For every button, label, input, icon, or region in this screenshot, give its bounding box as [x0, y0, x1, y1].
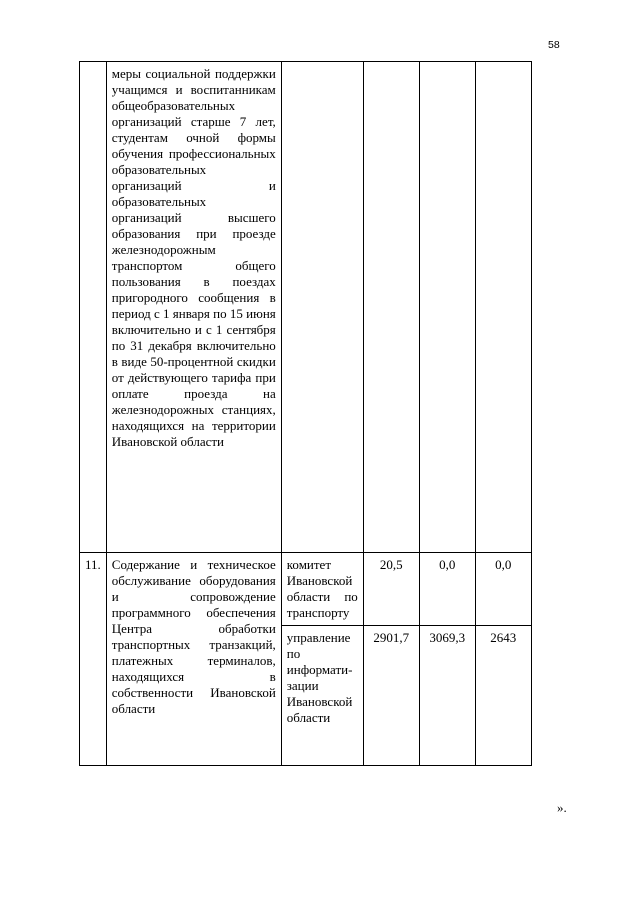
value-cell: 0,0 — [419, 553, 475, 626]
closing-quote: ». — [557, 800, 567, 815]
value-cell — [475, 62, 531, 553]
budget-table — [79, 61, 532, 766]
row-description-cell: меры социальной поддержки учащимся и воспитанникам общеобразовательных организаций старше 7 лет, студентам очной формы обучения профессиональных образовательных организаций и образовательных организаций высшего образования при проезде железнодорожным транспортом общего пользования в поездах пригородного сообщения в период с 1 января по 15 июня включительно и с 1 сентября по 31 декабря включительно в виде 50-процентной скидки от действующего тарифа при оплате проезда на железнодорожных станциях, находящихся на территории Ивановской области — [106, 62, 281, 553]
executor-cell: комитет Ивановской области по транспорту — [281, 553, 363, 626]
value-cell: 2901,7 — [363, 626, 419, 766]
row-number-cell — [80, 62, 107, 553]
value-cell: 3069,3 — [419, 626, 475, 766]
value-cell — [419, 62, 475, 553]
row-description-cell: Содержание и техническое обслуживание оборудования и сопровождение программного обеспечения Центра обработки транспортных транзакций, платежных терминалов, находящихся в собственности Ивановской области — [106, 553, 281, 766]
value-cell: 2643 — [475, 626, 531, 766]
executor-cell — [281, 62, 363, 553]
value-cell: 20,5 — [363, 553, 419, 626]
table-row — [80, 62, 532, 553]
value-cell — [363, 62, 419, 553]
row-number-cell: 11. — [80, 553, 107, 766]
table-row — [80, 553, 532, 626]
value-cell: 0,0 — [475, 553, 531, 626]
executor-cell: управление по информати-зации Ивановской области — [281, 626, 363, 766]
page-number: 58 — [548, 39, 560, 51]
